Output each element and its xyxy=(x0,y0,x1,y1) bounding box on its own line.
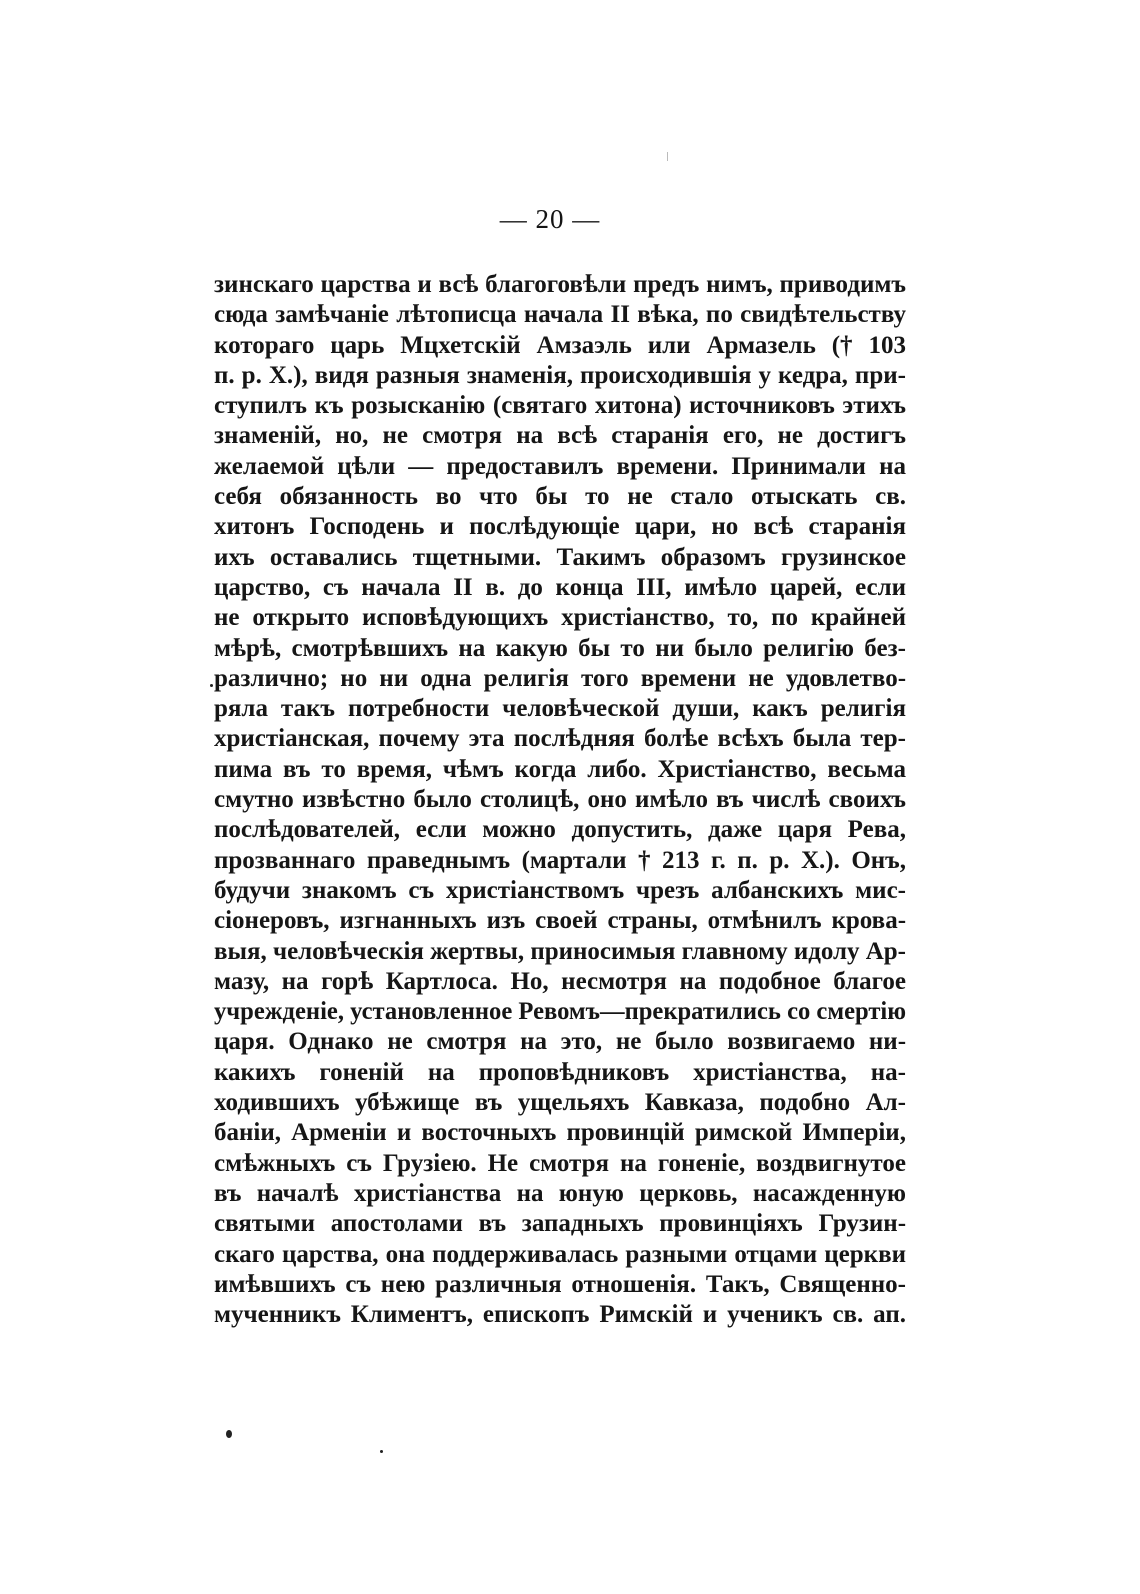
text-line: п. р. Х.), видя разныя знаменія, происходившія у кедра, при- xyxy=(214,361,906,389)
text-line: послѣдователей, если можно допустить, даже царя Рева, xyxy=(214,816,906,844)
text-line: желаемой цѣли — предоставилъ времени. Принимали на xyxy=(214,452,906,480)
text-line: не открыто исповѣдующихъ христіанство, то, по крайней xyxy=(214,604,907,632)
text-line: себя обязанность во что бы то не стало отыскать св. xyxy=(214,483,907,511)
text-line: скаго царства, она поддерживалась разными отцами церкви xyxy=(214,1240,906,1268)
text-line: сіонеровъ, изгнанныхъ изъ своей страны, отмѣнилъ крова- xyxy=(214,907,907,935)
text-line: смутно извѣстно было столицѣ, оно имѣло въ числѣ своихъ xyxy=(214,786,906,814)
text-line: какихъ гоненій на проповѣдниковъ христіанства, на- xyxy=(214,1058,906,1086)
text-line: ряла такъ потребности человѣческой души, какъ религія xyxy=(214,695,906,723)
text-line: пима въ то время, чѣмъ когда либо. Христіанство, весьма xyxy=(214,755,907,783)
text-line: святыми апостолами въ западныхъ провинціяхъ Грузин- xyxy=(214,1210,907,1238)
body-text xyxy=(214,270,906,1330)
text-line: христіанская, почему эта послѣдняя болѣе всѣхъ была тер- xyxy=(214,725,906,753)
scan-speck xyxy=(226,1430,232,1438)
text-line: ступилъ къ розысканію (святаго хитона) источниковъ этихъ xyxy=(214,392,907,420)
text-line: различно; но ни одна религія того времени не удовлетво- xyxy=(214,664,907,692)
scan-speck xyxy=(380,1450,383,1453)
scan-speck xyxy=(210,684,213,687)
text-line: ходившихъ убѣжище въ ущельяхъ Кавказа, подобно Ал- xyxy=(214,1089,906,1117)
text-line: царство, съ начала II в. до конца III, имѣло царей, если xyxy=(214,573,907,601)
text-line: прозваннаго праведнымъ (мартали † 213 г. п. р. Х.). Онъ, xyxy=(214,846,907,874)
text-line: баніи, Арменіи и восточныхъ провинцій римской Имперіи, xyxy=(214,1119,906,1147)
scan-artifact-tick xyxy=(667,152,668,161)
text-line: котораго царь Мцхетскій Амзаэль или Армазель († 103 xyxy=(214,331,906,359)
text-line: мученникъ Климентъ, епископъ Римскій и ученикъ св. ап. xyxy=(214,1301,907,1329)
text-line: ихъ оставались тщетными. Такимъ образомъ грузинское xyxy=(214,543,906,571)
text-line: учрежденіе, установленное Ревомъ—прекратились со смертію xyxy=(214,998,907,1026)
text-line: царя. Однако не смотря на это, не было возвигаемо ни- xyxy=(214,1028,907,1056)
text-line: смѣжныхъ съ Грузіею. Не смотря на гоненіе, воздвигнутое xyxy=(214,1149,906,1177)
text-line: зинскаго царства и всѣ благоговѣли предъ нимъ, приводимъ xyxy=(214,271,906,298)
text-line: мѣрѣ, смотрѣвшихъ на какую бы то ни было религію без- xyxy=(214,634,906,662)
text-line: будучи знакомъ съ христіанствомъ чрезъ албанскихъ мис- xyxy=(214,876,907,904)
page-number: — 20 — xyxy=(499,204,601,234)
text-line: мазу, на горѣ Картлоса. Но, несмотря на подобное благое xyxy=(214,967,906,995)
text-line: хитонъ Господень и послѣдующіе цари, но всѣ старанія xyxy=(214,513,907,541)
text-line: имѣвшихъ съ нею различныя отношенія. Такъ, Священно- xyxy=(214,1270,907,1298)
text-line: сюда замѣчаніе лѣтописца начала II вѣка, по свидѣтельству xyxy=(214,301,906,329)
text-line: знаменій, но, не смотря на всѣ старанія его, не достигъ xyxy=(214,422,906,450)
text-line: выя, человѣческія жертвы, приносимыя главному идолу Ар- xyxy=(214,937,906,965)
text-line: въ началѣ христіанства на юную церковь, насажденную xyxy=(214,1179,906,1207)
